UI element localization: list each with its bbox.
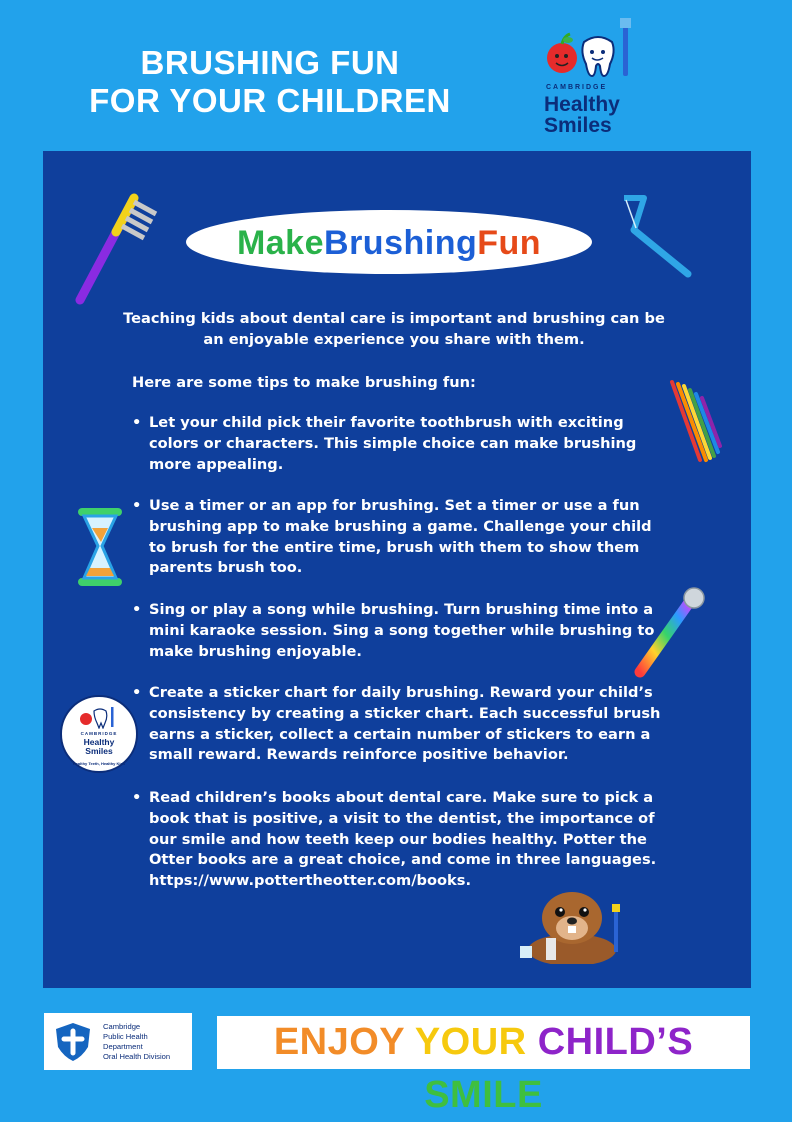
logo-brand-line-1: Healthy (544, 93, 620, 116)
healthy-smiles-logo (540, 14, 660, 142)
org-line-2: Public Health (103, 1032, 148, 1041)
toothbrush-icon (70, 188, 170, 310)
org-line-1: Cambridge (103, 1022, 141, 1031)
tip-item: • Let your child pick their favorite toothbrush with exciting colors or characters. This simple choice can make brushing more appealing. (149, 413, 669, 475)
apple-tooth-logo-icon (540, 14, 660, 94)
floss-pick-icon (616, 190, 698, 282)
tip-item: • Read children’s books about dental care. Make sure to pick a book that is positive, a visit to the dentist, the importance of our smile and how teeth keep our bodies healthy. Potter the Otter books are a great choice, and come in three languages. https://www.pottertheotter.com/books. (149, 788, 669, 892)
pill-word-3: Fun (477, 224, 542, 262)
slogan-word-2: YOUR (414, 1021, 538, 1063)
badge-brand-line-2: Smiles (85, 746, 113, 756)
public-health-logo (44, 1013, 192, 1070)
tip-item: • Create a sticker chart for daily brushing. Reward your child’s consistency by creating a sticker chart. Each successful brush earns a sticker, collect a certain number of stickers to earn a small reward. Rewards reinforce positive behavior. (149, 683, 669, 766)
badge-tagline: Healthy Teeth, Healthy Kids (72, 761, 126, 766)
logo-brand-line-2: Smiles (544, 114, 612, 137)
rainbow-toothbrushes-icon (664, 376, 726, 466)
logo-brand-name (544, 94, 654, 136)
badge-brand-small: CAMBRIDGE (80, 731, 118, 736)
make-brushing-fun-title (186, 213, 592, 273)
logo-brand-small: CAMBRIDGE (546, 84, 608, 91)
pill-word-2: Brushing (324, 224, 478, 262)
badge-apple-tooth-icon (78, 705, 120, 729)
slogan-word-1: ENJOY (273, 1021, 415, 1063)
badge-text (62, 729, 136, 768)
pill-word-1: Make (236, 224, 325, 262)
title-line-1: BRUSHING FUN (140, 44, 400, 81)
shield-cross-icon (52, 1021, 94, 1063)
slogan-word-4: SMILE (424, 1074, 543, 1116)
hourglass-icon (76, 506, 126, 588)
page-title (60, 44, 480, 120)
title-line-2: FOR YOUR CHILDREN (89, 82, 451, 119)
enjoy-smile-slogan (217, 1016, 750, 1116)
slogan-word-3: CHILD’S (537, 1021, 694, 1063)
tip-item: • Use a timer or an app for brushing. Set a timer or use a fun brushing app to make brushing a game. Challenge your child to brush for the entire time, brush with them to show them parents brush too. (149, 496, 669, 579)
intro-paragraph: Teaching kids about dental care is important and brushing can be an enjoyable experience you share with them. (123, 310, 665, 348)
tip-item: • Sing or play a song while brushing. Turn brushing time into a mini karaoke session. Sing a song together while brushing to make brushing enjoyable. (149, 600, 669, 662)
otter-character-icon (514, 890, 638, 964)
tips-heading: Here are some tips to make brushing fun: (132, 374, 476, 391)
org-line-4: Oral Health Division (103, 1052, 171, 1061)
badge-brand-line-1: Healthy (83, 737, 115, 747)
healthy-smiles-badge (60, 695, 138, 773)
org-line-3: Department (103, 1042, 143, 1051)
public-health-org-name (103, 1022, 193, 1062)
